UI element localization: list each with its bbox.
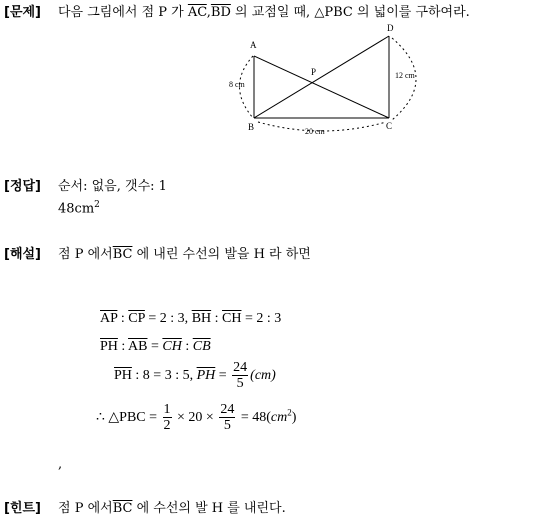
hint-after: 에 수선의 발 H 를 내린다.	[132, 501, 286, 516]
label-p: P	[311, 67, 317, 77]
segment-ac: $\overline{AC}$	[187, 5, 207, 20]
eq1-ch: $\overline{CH}$	[222, 311, 242, 326]
eq1-rest1: = 2 : 3,	[144, 311, 192, 326]
eq1-bh: $\overline{BH}$	[191, 311, 212, 326]
equation-line-4	[96, 402, 296, 434]
eq4-num1: 1	[163, 402, 171, 417]
segment-bd: $\overline{BD}$	[210, 5, 231, 20]
solution-trailing: ,	[58, 457, 63, 472]
solution-tag: [해설]	[4, 247, 41, 262]
problem-text-after: 의 교점일 때, △PBC 의 넓이를 구하여라.	[230, 5, 470, 20]
eq4-pre: ∴ △PBC =	[96, 410, 161, 426]
problem-tag: [문제]	[4, 5, 41, 20]
eq4-sup: 2	[287, 407, 292, 418]
hint-segment-bc: $\overline{BC}$	[112, 501, 133, 516]
eq4-den1: 2	[163, 418, 171, 434]
eq2-colon2: :	[181, 339, 193, 354]
eq3-unit: (cm)	[250, 368, 276, 384]
eq1-cp: $\overline{CP}$	[128, 311, 145, 326]
label-c: C	[386, 121, 393, 131]
eq4-eq: = 48(	[237, 410, 271, 426]
eq2-ph: $\overline{PH}$	[100, 339, 118, 354]
intro-segment-bc: $\overline{BC}$	[112, 247, 133, 262]
eq1-ap: $\overline{AP}$	[100, 311, 118, 326]
eq2-eq: =	[147, 339, 163, 354]
equation-line-2	[100, 339, 211, 355]
eq2-cb: $\overline{CB}$	[192, 339, 211, 354]
eq4-fraction-2	[219, 402, 235, 434]
solution-intro	[58, 243, 311, 262]
eq4-close: )	[291, 410, 297, 426]
length-bc: 20 cm	[305, 127, 325, 136]
eq3-eq: =	[215, 368, 231, 384]
segment-ac-line	[254, 56, 389, 118]
eq1-colon1: :	[117, 311, 129, 326]
equation-line-3	[114, 360, 276, 392]
eq4-num2: 24	[220, 402, 235, 417]
answer-meta: 순서: 없음, 갯수: 1	[58, 179, 167, 194]
eq3-ph-italic: $\overline{PH}$	[196, 368, 216, 384]
intro-before: 점 P 에서	[58, 247, 113, 262]
length-ab: 8 cm	[229, 80, 245, 89]
eq4-den2: 5	[223, 418, 231, 434]
eq3-numerator: 24	[233, 360, 248, 375]
geometry-diagram	[0, 0, 546, 150]
eq2-ab: $\overline{AB}$	[128, 339, 148, 354]
hint-text	[58, 497, 286, 516]
hint-section	[4, 497, 41, 516]
eq2-ch: $\overline{CH}$	[162, 339, 182, 354]
hint-tag: [힌트]	[4, 501, 41, 516]
label-d: D	[387, 23, 394, 33]
answer-value-line	[58, 200, 100, 216]
answer-sup: 2	[94, 200, 100, 210]
segment-bd-line	[254, 36, 389, 118]
eq3-rest: : 8 = 3 : 5,	[131, 368, 197, 384]
eq4-mid: × 20 ×	[173, 410, 218, 426]
eq3-fraction	[232, 360, 248, 392]
eq3-ph: $\overline{PH}$	[114, 368, 132, 384]
eq2-colon: :	[117, 339, 129, 354]
intro-after: 에 내린 수선의 발을 H 라 하면	[132, 247, 311, 262]
length-cd: 12 cm	[395, 71, 415, 80]
eq1-colon2: :	[211, 311, 223, 326]
separator: ,	[206, 5, 211, 20]
solution-section	[4, 243, 41, 262]
answer-section	[4, 175, 41, 194]
label-a: A	[250, 40, 257, 50]
problem-text-before: 다음 그림에서 점 P 가	[58, 5, 188, 20]
eq1-rest2: = 2 : 3	[241, 311, 282, 326]
eq3-denominator: 5	[236, 376, 244, 392]
equation-line-1	[100, 311, 281, 327]
hint-before: 점 P 에서	[58, 501, 113, 516]
answer-tag: [정답]	[4, 179, 41, 194]
label-b: B	[248, 122, 255, 132]
eq4-cm: cm	[270, 410, 288, 426]
answer-value: 48cm	[58, 201, 95, 217]
eq4-fraction-1	[163, 402, 172, 434]
